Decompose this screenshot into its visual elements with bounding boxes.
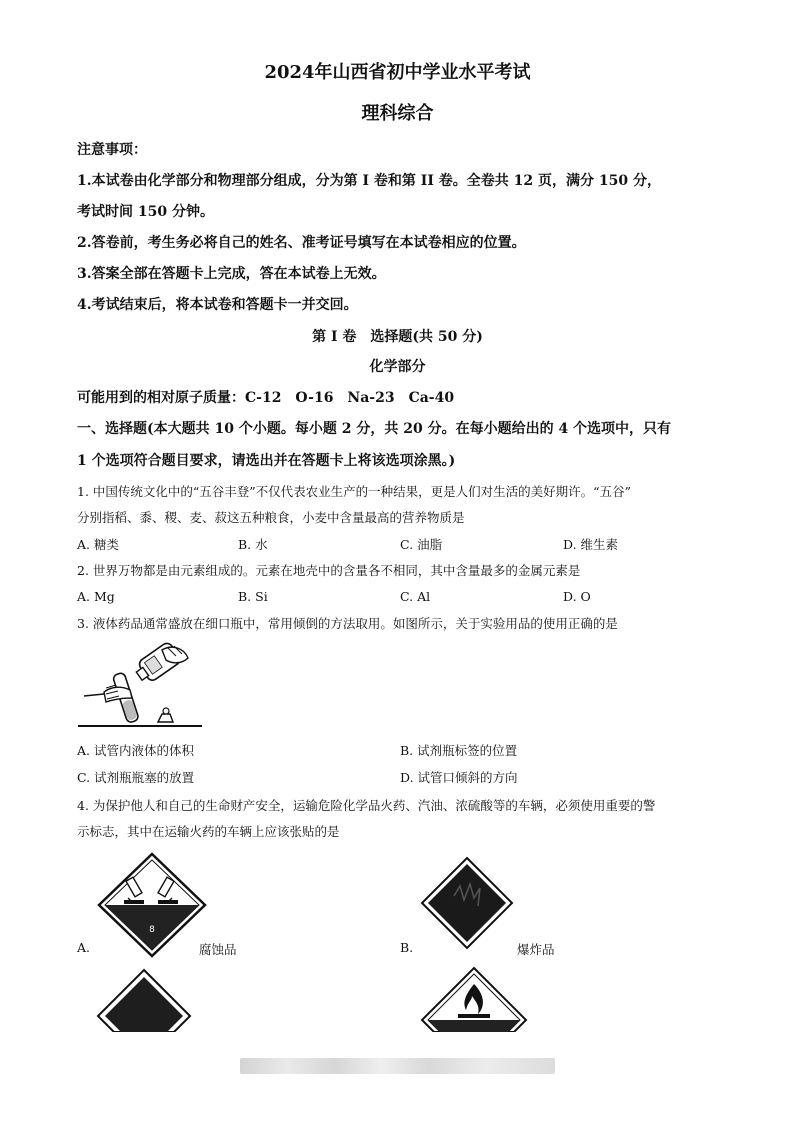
q4-option-a-letter: A.	[77, 940, 91, 955]
exam-subtitle: 理科综合	[361, 103, 434, 124]
q3-option-d: D. 试管口倾斜的方向	[400, 770, 518, 785]
flammable-sign-icon	[420, 966, 528, 1032]
q4-stem-line-2: 示标志，其中在运输火药的车辆上应该张贴的是	[77, 824, 340, 839]
notice-item-4: 4.考试结束后，将本试卷和答题卡一并交回。	[77, 297, 358, 313]
q1-option-a: A. 糖类	[77, 537, 119, 552]
q1-option-d: D. 维生素	[563, 537, 619, 552]
q4-option-b-letter: B.	[400, 940, 414, 955]
hazard-sign-c-icon	[96, 968, 192, 1032]
q1-stem-line-2: 分别指稻、黍、稷、麦、菽这五种粮食，小麦中含量最高的营养物质是	[77, 510, 465, 525]
q2-option-d: D. O	[563, 589, 591, 604]
corrosive-class-number: 8	[149, 925, 155, 935]
q2-option-a: A. Mg	[77, 589, 115, 604]
q4-stem-line-1: 4. 为保护他人和自己的生命财产安全，运输危险化学品火药、汽油、浓硫酸等的车辆，必须使用重要的警	[77, 798, 656, 813]
blurred-footer	[240, 1058, 555, 1074]
part-title: 第 I 卷 选择题(共 50 分)	[312, 329, 483, 345]
q3-option-a: A. 试管内液体的体积	[77, 743, 194, 758]
pouring-liquid-illustration	[76, 638, 206, 730]
notice-item-1-line-2: 考试时间 150 分钟。	[77, 204, 214, 220]
instructions-line-1: 一、选择题(本大题共 10 个小题。每小题 2 分，共 20 分。在每小题给出的 4 个选项中，只有	[77, 421, 672, 437]
atomic-masses: 可能用到的相对原子质量：C-12 O-16 Na-23 Ca-40	[77, 390, 455, 406]
subject-title: 化学部分	[369, 359, 426, 375]
exam-title: 2024年山西省初中学业水平考试	[264, 62, 531, 83]
q3-stem: 3. 液体药品通常盛放在细口瓶中，常用倾倒的方法取用。如图所示，关于实验用品的使用正确的是	[77, 616, 618, 631]
q4-option-a-label: 腐蚀品	[199, 942, 237, 957]
corrosive-sign-icon	[96, 852, 208, 958]
q2-option-b: B. Si	[238, 589, 268, 604]
q1-option-c: C. 油脂	[400, 537, 443, 552]
q1-stem-line-1: 1. 中国传统文化中的“五谷丰登”不仅代表农业生产的一种结果，更是人们对生活的美好期许。“五谷”	[77, 484, 631, 499]
q1-option-b: B. 水	[238, 537, 268, 552]
q2-option-c: C. Al	[400, 589, 431, 604]
explosive-sign-icon	[420, 856, 514, 950]
q3-option-b: B. 试剂瓶标签的位置	[400, 743, 518, 758]
q3-option-c: C. 试剂瓶瓶塞的放置	[77, 770, 195, 785]
instructions-line-2: 1 个选项符合题目要求，请选出并在答题卡上将该选项涂黑。)	[77, 453, 456, 469]
notice-item-3: 3.答案全部在答题卡上完成，答在本试卷上无效。	[77, 266, 386, 282]
q4-option-b-label: 爆炸品	[517, 942, 555, 957]
notice-item-2: 2.答卷前，考生务必将自己的姓名、准考证号填写在本试卷相应的位置。	[77, 235, 526, 251]
q2-stem: 2. 世界万物都是由元素组成的。元素在地壳中的含量各不相同，其中含量最多的金属元素是	[77, 563, 581, 578]
notice-item-1-line-1: 1.本试卷由化学部分和物理部分组成，分为第 I 卷和第 II 卷。全卷共 12 页，满分 150 分，	[77, 173, 661, 189]
notice-heading: 注意事项：	[77, 142, 147, 158]
